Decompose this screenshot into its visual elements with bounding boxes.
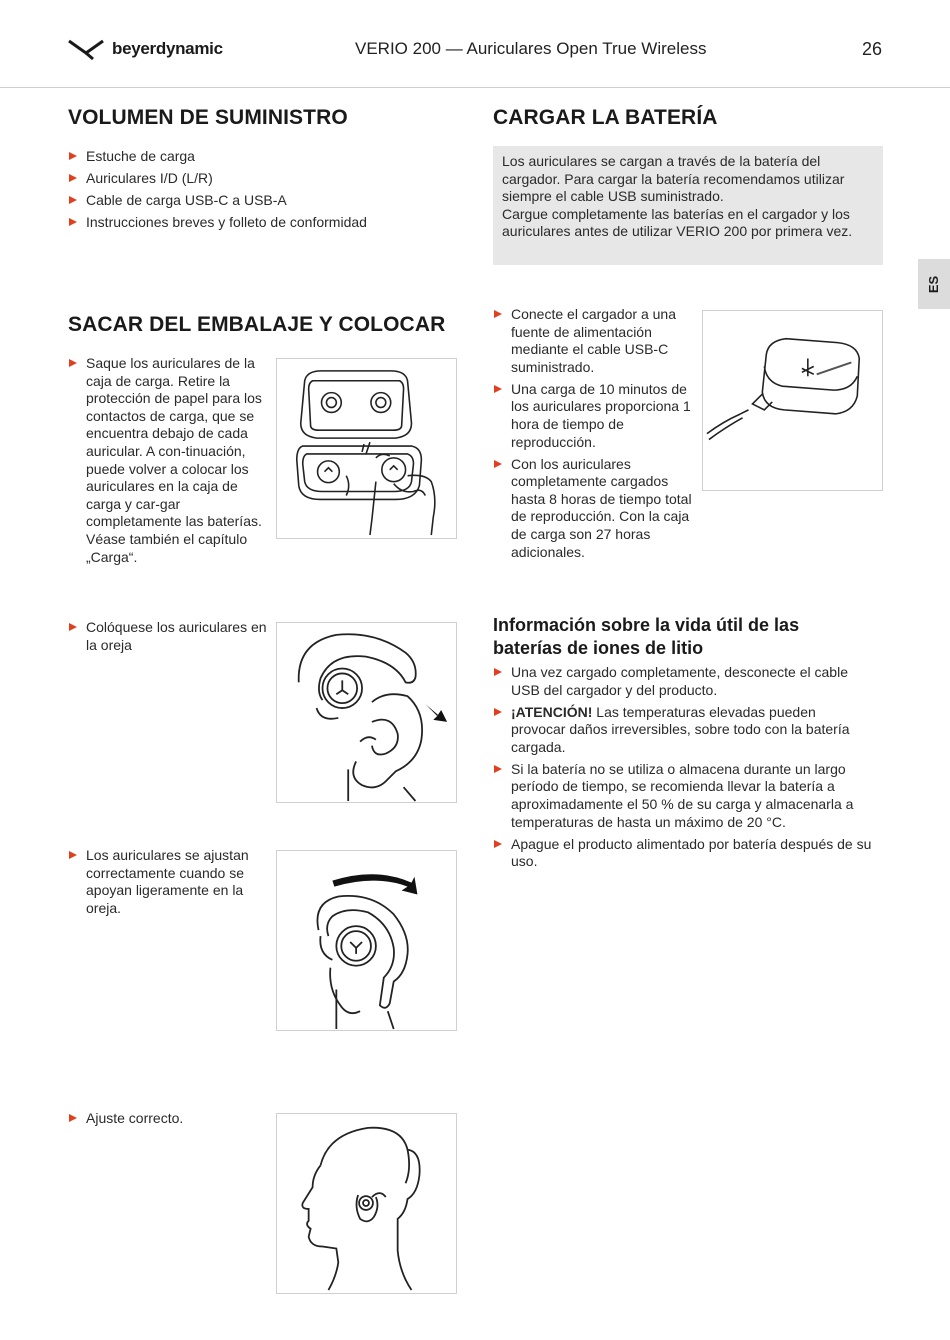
ear-placement-illustration-icon: [277, 623, 456, 802]
charge-info-text-1: Los auriculares se cargan a través de la batería del cargador. Para cargar la batería recomendamos utilizar siempre el cable USB suministrado.: [502, 153, 845, 205]
brand-logo: [68, 38, 223, 60]
list-item: Saque los auriculares de la caja de carga. Retire la protección de papel para los contactos de carga, que se encuentra debajo de cada auricular. A con-tinuación, puede volver a colocar los auriculares en la caja de carga y car-gar completamente las baterías. Véase también el capítulo „Carga“.: [68, 355, 272, 566]
unpack-step-2: [68, 619, 272, 659]
charge-list: [493, 306, 703, 565]
list-item: Una vez cargado completamente, desconecte el cable USB del cargador y del producto.: [493, 664, 873, 699]
supply-list: [68, 148, 468, 236]
ear-placement-figure: [276, 622, 457, 803]
attention-text: Las temperaturas elevadas pueden provocar daños irreversibles, sobre todo con la batería cargada.: [511, 703, 850, 755]
list-item: Colóquese los auriculares en la oreja: [68, 619, 272, 654]
charge-info-text-2: Cargue completamente las baterías en el cargador y los auriculares antes de utilizar VERIO 200 por primera vez.: [502, 205, 853, 240]
page-number: 26: [862, 39, 883, 59]
battery-list: [493, 664, 873, 875]
charger-connection-figure: [702, 310, 883, 491]
attention-label: ¡ATENCIÓN!: [511, 703, 593, 720]
unpack-step-3: [68, 847, 272, 922]
charge-info-box: [493, 146, 883, 265]
brand-name: beyerdynamic: [112, 39, 223, 58]
correct-fit-figure: [276, 1113, 457, 1294]
charger-cable-illustration-icon: [703, 311, 882, 490]
head-profile-illustration-icon: [277, 1114, 456, 1293]
list-item: Apague el producto alimentado por batería después de su uso.: [493, 836, 873, 871]
list-item: [493, 704, 873, 757]
beyerdynamic-logo-icon: [68, 38, 104, 60]
list-item: Los auriculares se ajustan correctamente cuando se apoyan ligeramente en la oreja.: [68, 847, 272, 917]
unpack-step-4: [68, 1110, 272, 1132]
language-tab: [918, 259, 950, 309]
list-item: Una carga de 10 minutos de los auriculares proporciona 1 hora de tiempo de reproducción.: [493, 381, 703, 451]
charge-heading: CARGAR LA BATERÍA: [493, 106, 718, 129]
unpack-heading: SACAR DEL EMBALAJE Y COLOCAR: [68, 313, 446, 336]
supply-heading: VOLUMEN DE SUMINISTRO: [68, 106, 348, 129]
list-item: Instrucciones breves y folleto de conformidad: [68, 214, 468, 232]
charging-case-figure: [276, 358, 457, 539]
ear-fit-figure: [276, 850, 457, 1031]
list-item: Con los auriculares completamente cargados hasta 8 horas de tiempo total de reproducción. Con la caja de carga son 27 horas adicionales.: [493, 456, 703, 562]
list-item: Cable de carga USB-C a USB-A: [68, 192, 468, 210]
list-item: Ajuste correcto.: [68, 1110, 272, 1128]
language-tab-label: ES: [926, 275, 942, 293]
list-item: Auriculares I/D (L/R): [68, 170, 468, 188]
ear-fit-illustration-icon: [277, 851, 456, 1030]
charging-case-illustration-icon: [277, 359, 456, 538]
battery-heading: Información sobre la vida útil de las baterías de iones de litio: [493, 615, 800, 658]
page-header: [0, 0, 950, 88]
unpack-step-1: [68, 355, 272, 571]
list-item: Conecte el cargador a una fuente de alimentación mediante el cable USB-C suministrado.: [493, 306, 703, 376]
list-item: Estuche de carga: [68, 148, 468, 166]
document-title: VERIO 200 — Auriculares Open True Wireless: [355, 39, 707, 58]
list-item: Si la batería no se utiliza o almacena durante un largo período de tiempo, se recomienda llevar la batería a aproximadamente el 50 % de su carga y almacenarla a temperaturas de hasta un máximo de 20 °C.: [493, 761, 873, 831]
